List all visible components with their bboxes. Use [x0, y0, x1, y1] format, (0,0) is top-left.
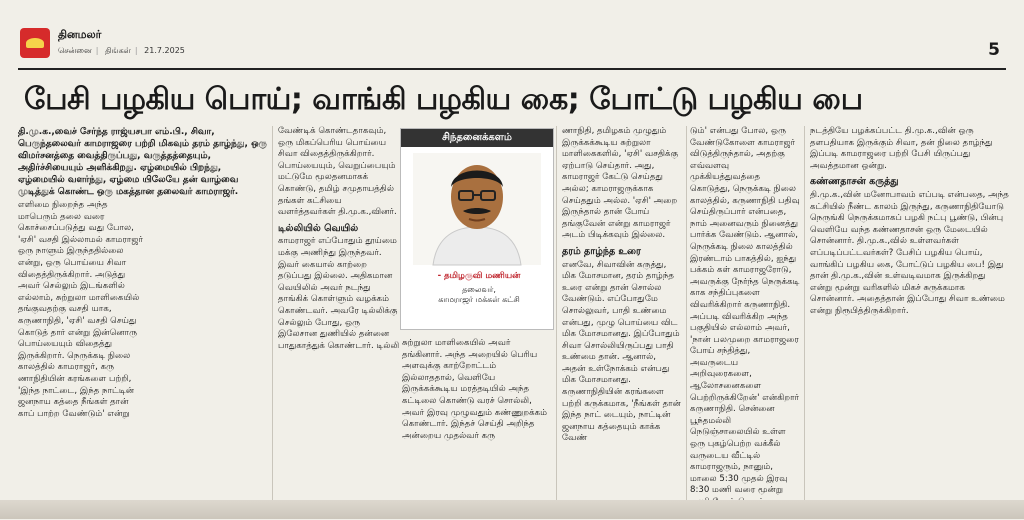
- article-paragraph: ணாநிதி, தமிழகம் முழுதும் இருக்கக்கூடிய சுற்றுலா மாளிகைகளில், 'ஏசி' வசதிக்கு ஏற்பாடு செய்தார். அது, காமராஜர் கேட்டு செய்தது அல்ல; காமராஜருக்காக செய்ததும் அல்ல. 'ஏசி' அறை இருந்தால் தான் போய் தங்குவேன் என்று காமராஜர் அடம் பிடிக்கவும் இல்லை.: [562, 126, 679, 241]
- author-portrait-icon: [413, 153, 541, 265]
- subheading: கண்ணதாசன் கருத்து: [810, 176, 899, 188]
- subheading: தரம் தாழ்ந்த உரை: [562, 245, 641, 257]
- column-divider: [272, 126, 273, 506]
- author-feature-box: [400, 128, 554, 330]
- next-headline-strip: [0, 500, 1024, 519]
- article-column-5: [562, 126, 682, 498]
- section-label: சிந்தனைக்களம்: [401, 129, 553, 147]
- article-paragraph: தி.மு.க.,வின் மனோபாவம் எப்படி என்பதை, அந்த கட்சியில் நீண்ட காலம் இருந்து, கருணாநிதியோடு நெருங்கி நெருக்கமாகப் பழகி நட்பு பூண்டு, பின்பு வெளியே வந்த கண்ணதாசன் ஒரு மேடையில் சொன்னார். தி.மு.க.,வில் உள்ளவர்கள் எப்படிப்பட்டவர்கள்? பேசிப் பழகிய பொய், வாங்கிப் பழகிய கை, போட்டுப் பழகிய பை! இது தான் தி.மு.க.,வின் உள்வடிவமாக இருக்கிறது என்று மூன்று வரிகளில் மிகச் சுருக்கமாக சொன்னார். அதைத்தான் இப்போது சிவா உண்மை என்று நிரூபித்திருக்கிறார்.: [810, 189, 1009, 316]
- dateline: சென்னை | திங்கள் | 21.7.2025: [58, 46, 185, 55]
- column-divider: [804, 126, 805, 506]
- subheading: டில்லியில் வெயில்: [278, 222, 359, 234]
- headline: பேசி பழகிய பொய்; வாங்கி பழகிய கை; போட்டு பழகிய பை: [24, 82, 863, 117]
- article-paragraph: டும்' என்பது போல, ஒரு வேண்டுகோளை காமராஜர் விடுத்திருந்தால், அதற்கு எவ்வளவு முக்கியத்துவத்தை கொடுத்து, நெருக்கடி நிலை காலத்தில், கருணாநிதி பதிவு செய்திருப்பார் என்பதை, நாம் அனைவரும் நினைத்து பார்க்க வேண்டும். ஆனால், நெருக்கடி நிலை காலத்தில் இரண்டாம் பாகத்தில், ஐந்து பக்கம் கள் காமராஜரோடு, அவருக்கு நேர்ந்த நெருக்கடி காக சந்திப்புகளை விவரிக்கிறார் கருணாநிதி. அப்படி விவரிக்கிற அந்த பகுதியில் எல்லாம் அவர், 'நான் பலமுறை காமராஜரை போய் சந்தித்து, அவருடைய அறிவுரைகளை, ஆலோசனைகளை பெற்றிருக்கிறேன்' என்கிறார் கருணாநிதி. சென்னை பூந்தமல்லி நெடுஞ்சாலையில் உள்ள ஒரு புகழ்பெற்ற வக்கீல் வருடைய வீட்டில் காமராஜரும், நானும், மாலை 5:30 முதல் இரவு 8:30 மணி வரை மூன்று: [690, 126, 800, 496]
- article-lead: தி.மு.க.,வைச் சேர்ந்த ராஜ்யசபா எம்.பி., சிவா, பெருந்தலைவர் காமராஜரை பற்றி மிகவும் தரம் தாழ்ந்து, ஒரு விமர்சனத்தை வைத்திருப்பது, வருத்தத்தையும், அதிர்ச்சியையும் அளிக்கிறது. ஏழ்மையில் பிறந்து, ஏழ்மையில் வளர்ந்து, ஏழ்மை யிலேயே தன் வாழ்வை முடித்துக் கொண்ட ஒரு மகத்தான தலைவர் காமராஜர்.: [18, 127, 267, 197]
- newspaper-name: தினமலர்: [58, 28, 102, 41]
- column-divider: [556, 126, 557, 506]
- edition-city: சென்னை: [58, 46, 92, 55]
- article-paragraph: வேண்டிக் கொண்டதாகவும், ஒரு மிகப்பெரிய பொய்யை சிவா விதைத்திருக்கிறார். பொய்யையும், வெறுப்பையும் மட்டுமே மூலதனமாகக் கொண்டு, தமிழ் சமுதாயத்தில் தங்கள் கட்சியை வளர்த்தவர்கள் தி.மு.க.,வினர்.: [278, 126, 397, 218]
- author-title: தலைவர்,: [462, 285, 496, 294]
- newspaper-logo-icon: [20, 28, 50, 58]
- article-paragraph: எளிமை நிறைந்த அந்த மாபெரும் தலை வரை கொச்சைப்படுத்து வது போல, 'ஏசி' வசதி இல்லாமல் காமராஜர் ஒரு நாளும் இருந்ததில்லை என்று, ஒரு பொய்யை சிவா விதைத்திருக்கிறார். அடுத்து அவர் செல்லும் இடங்களில் எல்லாம், சுற்றுலா மாளிகையில் தங்குவதற்கு வசதி யாக, கருணாநிதி, 'ஏசி' வசதி செய்து கொடுத் தார் என்று இன்னொரு பொய்யையும் விதைத்து இருக்கிறார். நெருக்கடி நிலை காலத்தில் காமராஜர், கரு ணாநிதியின் கரங்களை பற்றி, 'இந்த நாட்டை, இந்த நாட்டின் ஜனநாய கத்தை நீங்கள் தான் காப் பாற்ற வேண்டும்' என்று: [18, 200, 144, 419]
- article-column-8: [810, 126, 1010, 498]
- author-party: காமராஜர் மக்கள் கட்சி: [438, 295, 520, 304]
- column-divider: [686, 126, 687, 506]
- masthead-rule: [18, 68, 1006, 70]
- article-paragraph: காமராஜர் எப்போதும் தூய்மை மக்கு அணிந்து இருந்தவர். இவர் கையால் காற்றை தடுப்பது இல்லை. அதிகமான வெயிலில் அவர் நடந்து தாங்கிக் கொள்ளும் வழக்கம் கொண்டவர். அவரே டில்லிக்கு செல்லும் போது, ஒரு இலேசான துணியில் தன்னை பாதுகாத்துக் கொண்டார். டில்லி: [278, 236, 400, 351]
- edition-date: 21.7.2025: [144, 46, 185, 55]
- page-number: 5: [988, 40, 1000, 60]
- edition-day: திங்கள்: [105, 46, 131, 55]
- article-paragraph: எனவே, சிவாவின் கருத்து, மிக மோசமான, தரம் தாழ்ந்த உரை என்று தான் சொல்ல வேண்டும். எப்போதுமே சொல்லுவர், பாதி உண்மை என்பது, முழு பொய்யை விட மிக மோசமானது. இப்போதும் சிவா சொல்லியிருப்பது பாதி உண்மை தான். ஆனால், அதன் உள்நோக்கம் என்பது மிக மோசமானது. கருணாநிதியின் கரங்களை பற்றி கருக்கமாக, 'நீங்கள் தான் இந்த நாட் டையும், நாட்டின் ஜனநாய கத்தையும் காக்க வேண்: [562, 259, 681, 444]
- masthead: [0, 0, 1024, 70]
- article-column-4: [402, 338, 550, 498]
- author-name: - தமிழருவி மணியன்: [437, 271, 521, 281]
- author-role: [409, 285, 549, 305]
- article-column-2: [278, 126, 400, 498]
- article-column-1: [18, 126, 268, 498]
- article-column-6: [690, 126, 800, 498]
- article-paragraph: நடத்தியே பழக்கப்பட்ட தி.மு.க.,வின் ஒரு தளபதியாக இருக்கும் சிவா, தன் நிலை தாழ்ந்து இப்படி காமராஜரை பற்றி பேசி யிருப்பது அவத்தமான ஒன்று.: [810, 126, 993, 171]
- article-paragraph: சுற்றுலா மாளிகையில் அவர் தங்கினார். அந்த அறையில் பெரிய அளவுக்கு காற்றோட்டம் இல்லாததால், வெளியே இருக்கக்கூடிய மரத்தடியில் அந்த கட்டிலை கொண்டு வரச் சொல்லி, அவர் இரவு முழுவதும் கண்ணுறக்கம் கொண்டார். இந்தச் செய்தி அறிந்த அன்றைய முதல்வர் கரு: [402, 338, 548, 441]
